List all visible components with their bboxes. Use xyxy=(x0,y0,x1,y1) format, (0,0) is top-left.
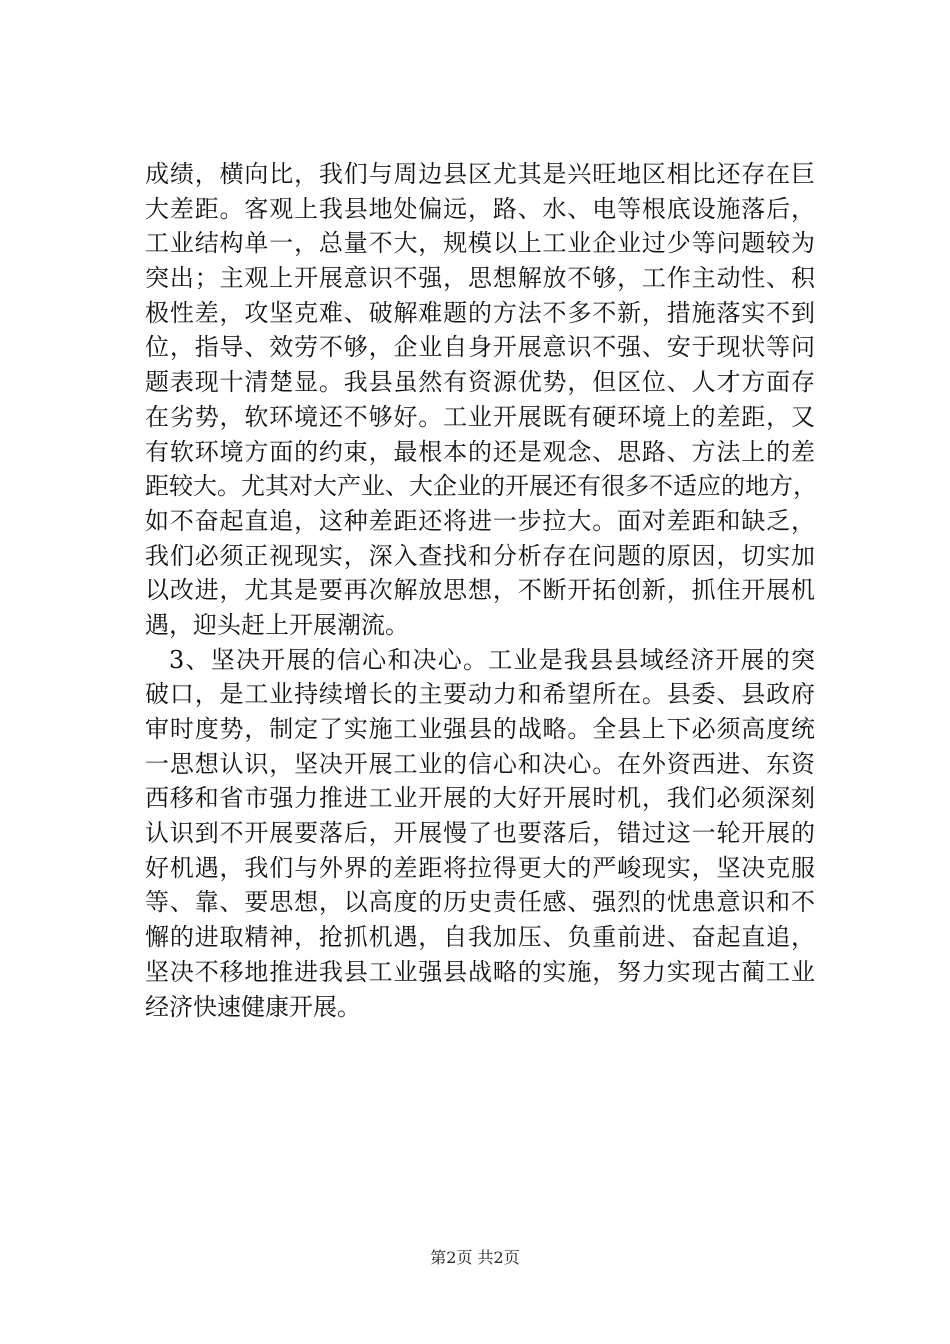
paragraph-1 xyxy=(145,157,815,643)
text-line: 在劣势，软环境还不够好。工业开展既有硬环境上的差距，又 xyxy=(145,402,815,431)
text-line: 极性差，攻坚克难、破解难题的方法不多不新，措施落实不到 xyxy=(145,298,815,327)
text-line: 经济快速健康开展。 xyxy=(145,992,361,1021)
text-line: 突出；主观上开展意识不强，思想解放不够，工作主动性、积 xyxy=(145,264,815,293)
text-line: 位，指导、效劳不够，企业自身开展意识不强、安于现状等问 xyxy=(145,333,815,362)
document-body xyxy=(145,157,815,1024)
text-line: 以改进，尤其是要再次解放思想，不断开拓创新，抓住开展机 xyxy=(145,576,815,605)
text-line: 认识到不开展要落后，开展慢了也要落后，错过这一轮开展的 xyxy=(145,819,815,848)
text-line: 工业结构单一，总量不大，规模以上工业企业过少等问题较为 xyxy=(145,229,815,258)
text-line: 懈的进取精神，抢抓机遇，自我加压、负重前进、奋起直追， xyxy=(145,923,815,952)
text-line: 破口，是工业持续增长的主要动力和希望所在。县委、县政府 xyxy=(145,680,815,709)
text-line: 坚决不移地推进我县工业强县战略的实施，努力实现古蔺工业 xyxy=(145,957,815,986)
page-footer xyxy=(0,1245,950,1268)
text-line: 我们必须正视现实，深入查找和分析存在问题的原因，切实加 xyxy=(145,541,815,570)
text-line: 大差距。客观上我县地处偏远，路、水、电等根底设施落后， xyxy=(145,194,815,223)
page-number: 第2页 共2页 xyxy=(430,1248,520,1267)
text-line: 有软环境方面的约束，最根本的还是观念、思路、方法上的差 xyxy=(145,437,815,466)
text-line: 题表现十清楚显。我县虽然有资源优势，但区位、人才方面存 xyxy=(145,368,815,397)
text-line: 3、坚决开展的信心和决心。工业是我县县域经济开展的突 xyxy=(169,645,815,674)
text-line: 成绩，横向比，我们与周边县区尤其是兴旺地区相比还存在巨 xyxy=(145,160,815,188)
text-line: 遇，迎头赶上开展潮流。 xyxy=(145,610,409,639)
text-line: 等、靠、要思想，以高度的历史责任感、强烈的忧患意识和不 xyxy=(145,888,815,917)
text-line: 西移和省市强力推进工业开展的大好开展时机，我们必须深刻 xyxy=(145,784,815,813)
text-line: 审时度势，制定了实施工业强县的战略。全县上下必须高度统 xyxy=(145,715,815,743)
text-line: 一思想认识，坚决开展工业的信心和决心。在外资西进、东资 xyxy=(145,749,815,778)
text-line: 距较大。尤其对大产业、大企业的开展还有很多不适应的地方， xyxy=(145,472,817,501)
text-line: 如不奋起直追，这种差距还将进一步拉大。面对差距和缺乏， xyxy=(145,506,815,535)
text-line: 好机遇，我们与外界的差距将拉得更大的严峻现实，坚决克服 xyxy=(145,853,815,882)
paragraph-2 xyxy=(145,643,815,1025)
